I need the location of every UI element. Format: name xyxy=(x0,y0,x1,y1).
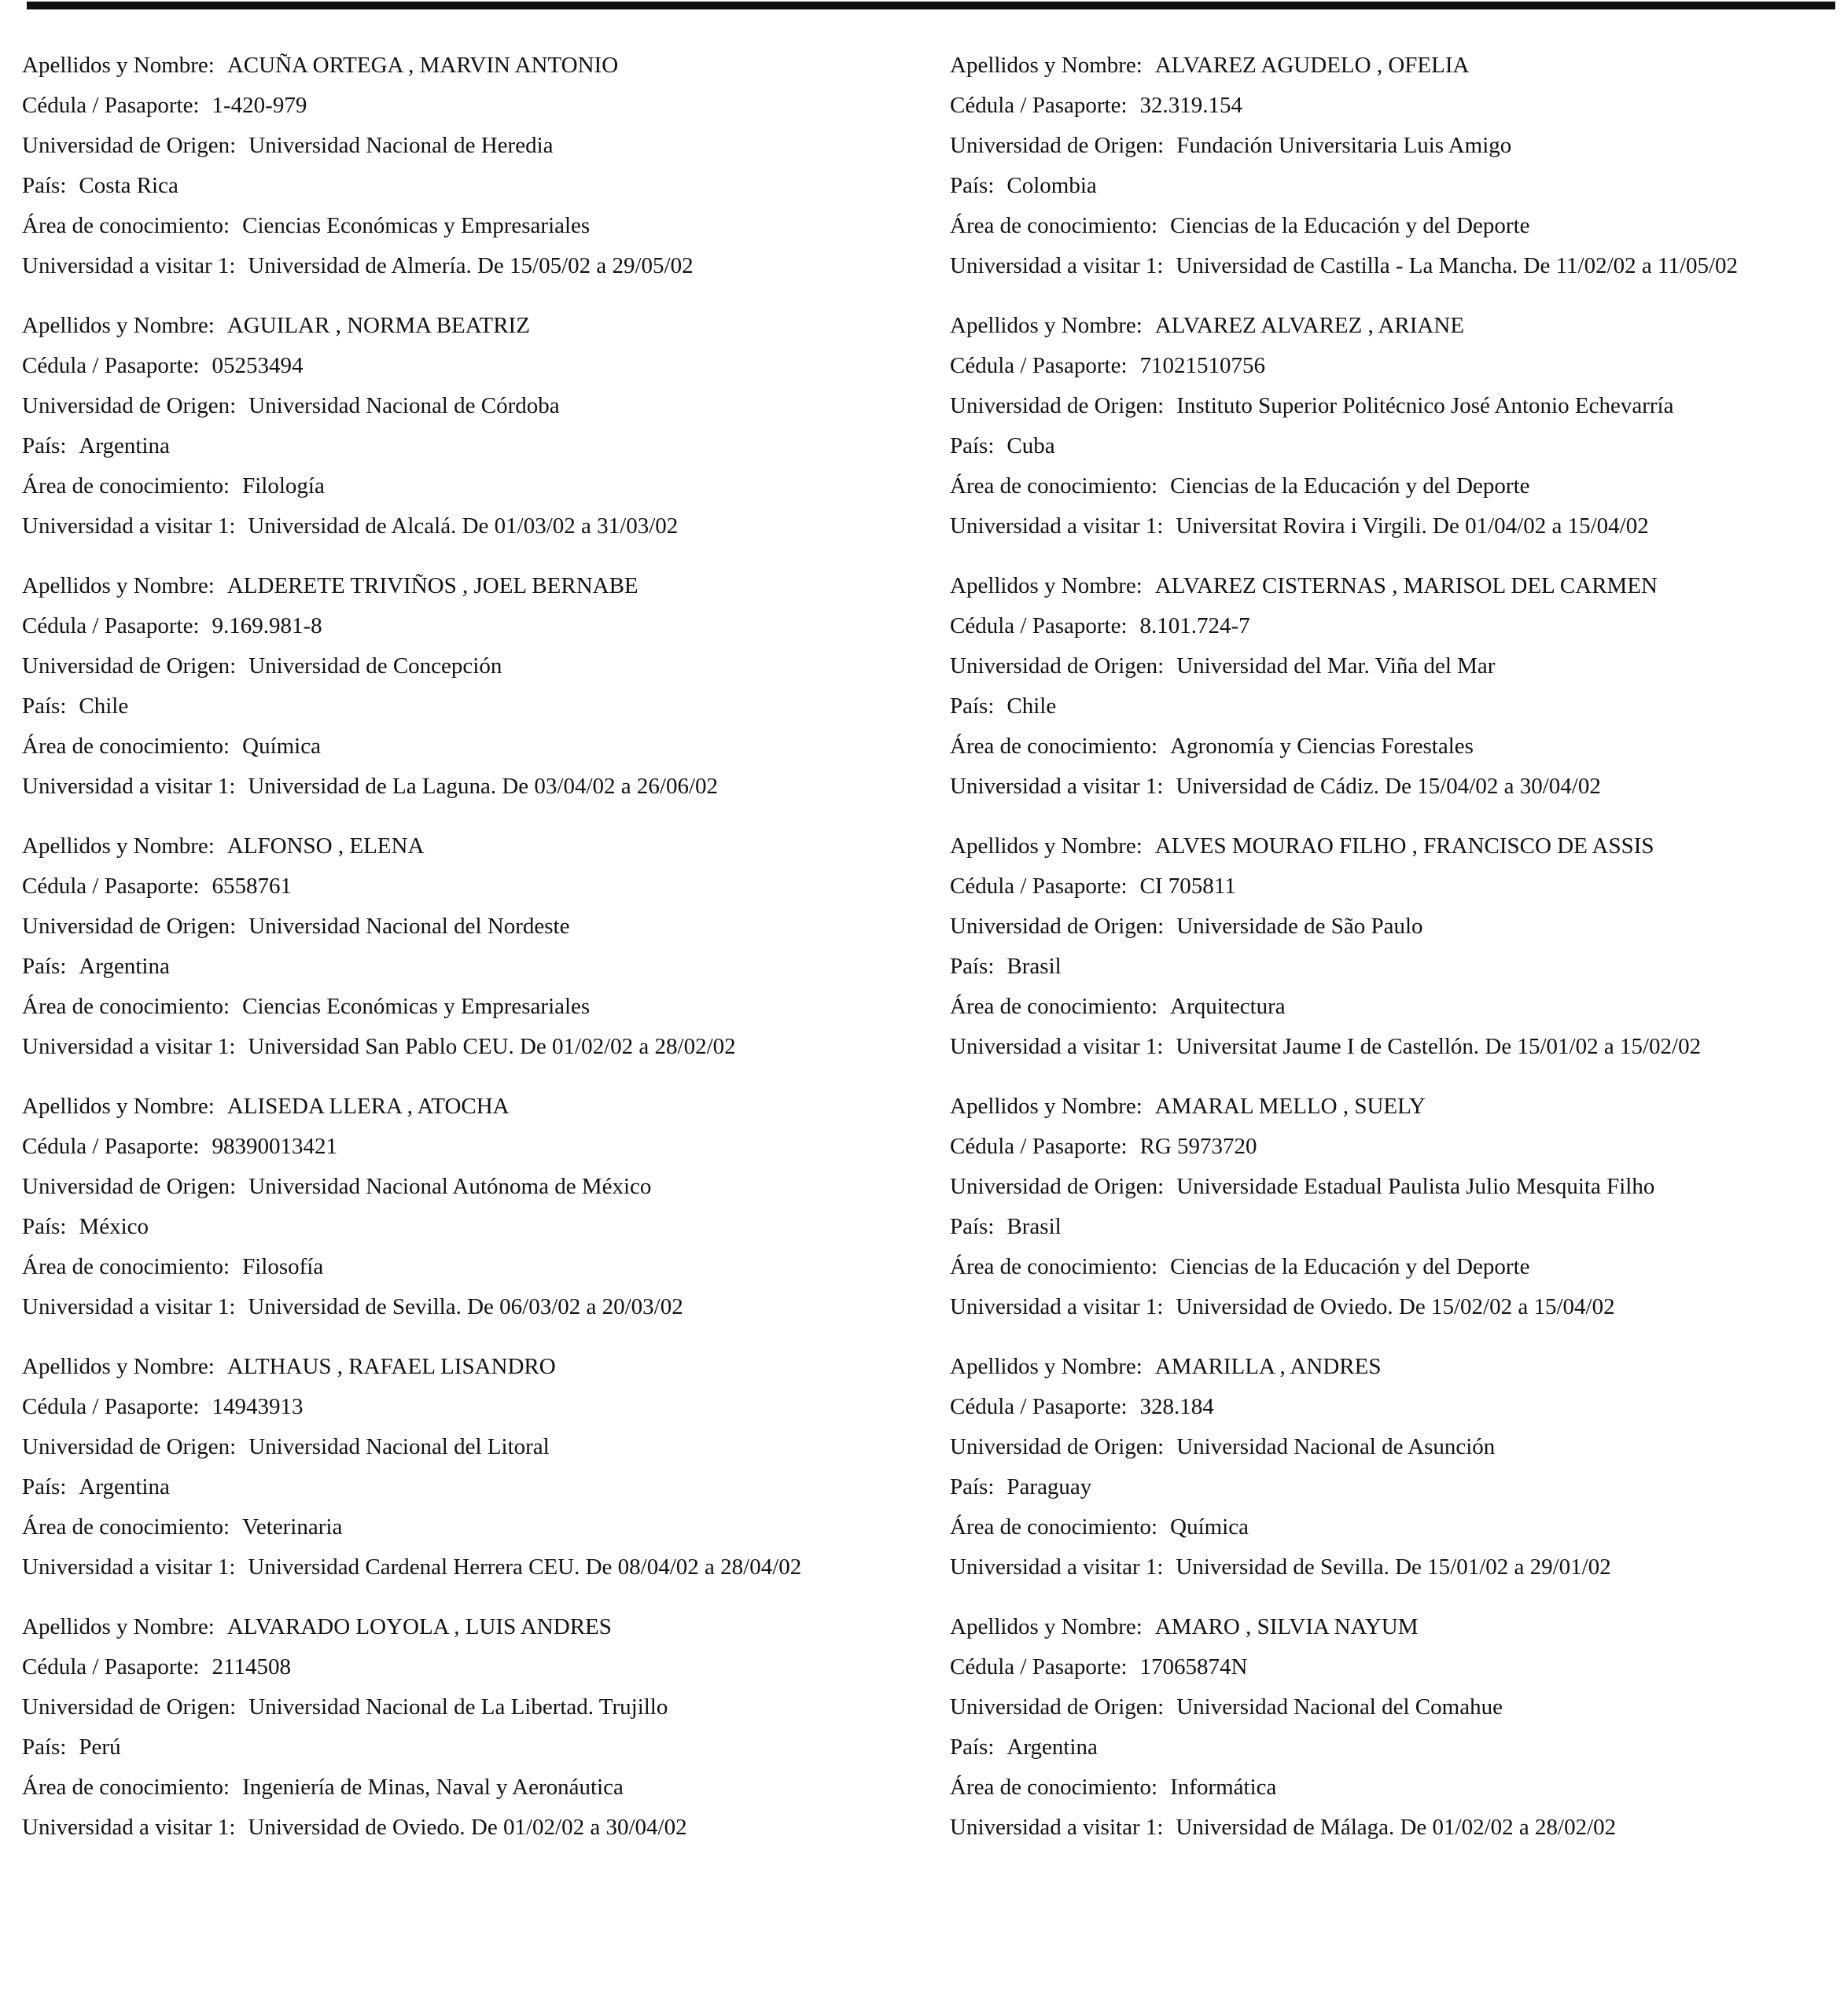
country-value: Perú xyxy=(79,1735,121,1760)
record-entry xyxy=(22,1093,926,1320)
record-entry xyxy=(950,572,1823,800)
origin-line xyxy=(22,1694,926,1720)
country-label: País: xyxy=(22,1214,67,1239)
visit-value: Universidad de Almería. De 15/05/02 a 29/05/02 xyxy=(248,253,694,278)
origin-label: Universidad de Origen: xyxy=(22,133,237,158)
country-line xyxy=(950,1473,1823,1500)
entry-gap xyxy=(22,539,926,572)
id-line xyxy=(950,1654,1823,1680)
visit-value: Universidad de Málaga. De 01/02/02 a 28/02/02 xyxy=(1176,1815,1617,1840)
origin-line xyxy=(22,392,926,419)
area-value: Veterinaria xyxy=(242,1514,343,1540)
visit-value: Universitat Jaume I de Castellón. De 15/01/02 a 15/02/02 xyxy=(1176,1034,1702,1059)
origin-line xyxy=(950,1173,1823,1200)
area-label: Área de conocimiento: xyxy=(950,734,1158,759)
visit-value: Universidad de Alcalá. De 01/03/02 a 31/03/02 xyxy=(248,513,679,539)
id-value: 1-420-979 xyxy=(212,93,307,118)
id-value: CI 705811 xyxy=(1139,874,1236,899)
area-label: Área de conocimiento: xyxy=(950,473,1158,498)
area-value: Química xyxy=(1170,1514,1249,1540)
visit-line xyxy=(950,1293,1823,1320)
record-entry xyxy=(22,1353,926,1580)
origin-line xyxy=(22,653,926,679)
country-line xyxy=(22,1734,926,1760)
visit-value: Universitat Rovira i Virgili. De 01/04/02 a 15/04/02 xyxy=(1176,513,1649,539)
visit-label: Universidad a visitar 1: xyxy=(22,1815,236,1840)
entry-gap xyxy=(950,1060,1823,1093)
origin-label: Universidad de Origen: xyxy=(22,1434,237,1459)
area-label: Área de conocimiento: xyxy=(950,1254,1158,1279)
origin-label: Universidad de Origen: xyxy=(950,1434,1165,1459)
record-entry xyxy=(950,312,1823,539)
name-value: ALVAREZ ALVAREZ , ARIANE xyxy=(1154,313,1465,338)
entry-gap xyxy=(950,539,1823,572)
name-value: ALVAREZ CISTERNAS , MARISOL DEL CARMEN xyxy=(1154,573,1658,598)
origin-line xyxy=(950,653,1823,679)
visit-value: Universidad de Sevilla. De 06/03/02 a 20/03/02 xyxy=(248,1294,683,1319)
visit-value: Universidad de Oviedo. De 01/02/02 a 30/04/02 xyxy=(248,1815,687,1840)
country-line xyxy=(22,1473,926,1500)
record-entry xyxy=(22,312,926,539)
origin-label: Universidad de Origen: xyxy=(22,914,237,939)
country-label: País: xyxy=(950,173,995,198)
visit-value: Universidad de Oviedo. De 15/02/02 a 15/04/02 xyxy=(1176,1294,1615,1319)
area-line xyxy=(950,1774,1823,1801)
origin-value: Universidad del Mar. Viña del Mar xyxy=(1176,653,1496,679)
country-label: País: xyxy=(22,433,67,458)
id-line xyxy=(22,873,926,899)
visit-label: Universidad a visitar 1: xyxy=(950,513,1164,539)
origin-label: Universidad de Origen: xyxy=(950,133,1165,158)
name-label: Apellidos y Nombre: xyxy=(950,313,1143,338)
visit-line xyxy=(22,1033,926,1060)
visit-value: Universidad Cardenal Herrera CEU. De 08/04/02 a 28/04/02 xyxy=(248,1554,802,1580)
origin-line xyxy=(950,1694,1823,1720)
area-value: Informática xyxy=(1170,1775,1277,1800)
country-value: Argentina xyxy=(1006,1735,1098,1760)
id-label: Cédula / Pasaporte: xyxy=(950,93,1128,118)
visit-line xyxy=(22,773,926,800)
origin-label: Universidad de Origen: xyxy=(22,653,237,679)
visit-line xyxy=(22,513,926,539)
area-line xyxy=(950,1253,1823,1280)
entry-gap xyxy=(22,1320,926,1353)
name-line xyxy=(22,833,926,859)
area-label: Área de conocimiento: xyxy=(22,1254,230,1279)
origin-value: Universidad de Concepción xyxy=(248,653,502,679)
name-value: ALFONSO , ELENA xyxy=(226,833,425,859)
area-line xyxy=(950,1514,1823,1540)
name-line xyxy=(950,1093,1823,1120)
record-entry xyxy=(22,52,926,279)
visit-label: Universidad a visitar 1: xyxy=(22,1554,236,1580)
origin-value: Universidade de São Paulo xyxy=(1176,914,1423,939)
origin-value: Universidade Estadual Paulista Julio Mesquita Filho xyxy=(1176,1174,1655,1199)
id-value: 32.319.154 xyxy=(1139,93,1243,118)
country-line xyxy=(22,172,926,199)
id-label: Cédula / Pasaporte: xyxy=(22,353,200,378)
id-value: 6558761 xyxy=(212,874,293,899)
name-label: Apellidos y Nombre: xyxy=(950,1354,1143,1379)
origin-line xyxy=(950,392,1823,419)
name-line xyxy=(950,1353,1823,1380)
name-label: Apellidos y Nombre: xyxy=(22,1614,215,1639)
area-line xyxy=(950,212,1823,239)
origin-label: Universidad de Origen: xyxy=(22,393,237,418)
origin-line xyxy=(22,132,926,159)
area-label: Área de conocimiento: xyxy=(950,1514,1158,1540)
country-value: Colombia xyxy=(1006,173,1097,198)
id-line xyxy=(22,1133,926,1160)
country-label: País: xyxy=(22,954,67,979)
entry-gap xyxy=(950,1580,1823,1613)
country-value: Argentina xyxy=(79,954,170,979)
id-line xyxy=(950,352,1823,379)
name-label: Apellidos y Nombre: xyxy=(950,833,1143,859)
visit-label: Universidad a visitar 1: xyxy=(22,1034,236,1059)
name-label: Apellidos y Nombre: xyxy=(950,1614,1143,1639)
id-label: Cédula / Pasaporte: xyxy=(22,613,200,638)
id-value: 71021510756 xyxy=(1139,353,1266,378)
visit-line xyxy=(950,252,1823,279)
area-label: Área de conocimiento: xyxy=(950,994,1158,1019)
visit-line xyxy=(22,1554,926,1580)
record-entry xyxy=(950,1093,1823,1320)
id-label: Cédula / Pasaporte: xyxy=(950,1654,1128,1679)
entry-gap xyxy=(22,800,926,833)
visit-line xyxy=(950,513,1823,539)
area-value: Ciencias de la Educación y del Deporte xyxy=(1170,473,1530,498)
name-line xyxy=(950,312,1823,339)
country-line xyxy=(950,432,1823,459)
record-entry xyxy=(22,572,926,800)
visit-line xyxy=(22,252,926,279)
origin-label: Universidad de Origen: xyxy=(950,914,1165,939)
id-value: 98390013421 xyxy=(212,1134,338,1159)
visit-label: Universidad a visitar 1: xyxy=(22,1294,236,1319)
id-line xyxy=(950,613,1823,639)
visit-value: Universidad San Pablo CEU. De 01/02/02 a 28/02/02 xyxy=(248,1034,736,1059)
entry-gap xyxy=(950,800,1823,833)
origin-value: Universidad Nacional del Nordeste xyxy=(248,914,570,939)
right-column xyxy=(950,52,1823,1841)
area-line xyxy=(950,473,1823,499)
origin-value: Universidad Nacional Autónoma de México xyxy=(248,1174,652,1199)
origin-value: Fundación Universitaria Luis Amigo xyxy=(1176,133,1512,158)
area-value: Agronomía y Ciencias Forestales xyxy=(1170,734,1474,759)
entry-gap xyxy=(22,1580,926,1613)
area-label: Área de conocimiento: xyxy=(22,213,230,238)
country-value: Paraguay xyxy=(1006,1474,1092,1499)
area-value: Ciencias de la Educación y del Deporte xyxy=(1170,213,1530,238)
area-line xyxy=(22,1774,926,1801)
country-label: País: xyxy=(950,1214,995,1239)
name-line xyxy=(950,833,1823,859)
origin-value: Universidad Nacional de La Libertad. Trujillo xyxy=(248,1694,668,1720)
area-value: Ingeniería de Minas, Naval y Aeronáutica xyxy=(242,1775,624,1800)
entry-gap xyxy=(22,279,926,312)
area-value: Filosofía xyxy=(242,1254,324,1279)
area-value: Filología xyxy=(242,473,325,498)
visit-label: Universidad a visitar 1: xyxy=(950,774,1164,799)
name-value: ALDERETE TRIVIÑOS , JOEL BERNABE xyxy=(226,573,638,598)
country-value: Brasil xyxy=(1006,954,1062,979)
country-label: País: xyxy=(950,693,995,719)
visit-value: Universidad de Sevilla. De 15/01/02 a 29/01/02 xyxy=(1176,1554,1611,1580)
record-entry xyxy=(950,52,1823,279)
country-label: País: xyxy=(22,1735,67,1760)
country-label: País: xyxy=(22,1474,67,1499)
origin-value: Universidad Nacional de Asunción xyxy=(1176,1434,1496,1459)
area-line xyxy=(22,473,926,499)
id-value: 14943913 xyxy=(212,1394,304,1419)
origin-value: Universidad Nacional de Heredia xyxy=(248,133,554,158)
id-label: Cédula / Pasaporte: xyxy=(950,1134,1128,1159)
id-label: Cédula / Pasaporte: xyxy=(950,613,1128,638)
visit-value: Universidad de La Laguna. De 03/04/02 a 26/06/02 xyxy=(248,774,718,799)
country-label: País: xyxy=(22,173,67,198)
area-label: Área de conocimiento: xyxy=(22,1514,230,1540)
id-line xyxy=(22,352,926,379)
name-label: Apellidos y Nombre: xyxy=(22,833,215,859)
id-line xyxy=(22,1393,926,1420)
id-value: 9.169.981-8 xyxy=(212,613,322,638)
area-label: Área de conocimiento: xyxy=(22,994,230,1019)
country-label: País: xyxy=(950,1474,995,1499)
origin-value: Universidad Nacional del Litoral xyxy=(248,1434,550,1459)
name-label: Apellidos y Nombre: xyxy=(950,573,1143,598)
id-label: Cédula / Pasaporte: xyxy=(22,1394,200,1419)
country-value: Brasil xyxy=(1006,1214,1062,1239)
country-line xyxy=(950,1213,1823,1240)
area-value: Ciencias Económicas y Empresariales xyxy=(242,213,591,238)
id-value: 05253494 xyxy=(212,353,304,378)
area-label: Área de conocimiento: xyxy=(22,1775,230,1800)
record-entry xyxy=(950,1353,1823,1580)
country-value: México xyxy=(79,1214,149,1239)
id-label: Cédula / Pasaporte: xyxy=(950,874,1128,899)
record-entry xyxy=(950,1613,1823,1841)
name-line xyxy=(22,572,926,599)
country-value: Chile xyxy=(1006,693,1057,719)
visit-line xyxy=(950,1033,1823,1060)
name-line xyxy=(22,312,926,339)
name-label: Apellidos y Nombre: xyxy=(950,53,1143,78)
name-value: ACUÑA ORTEGA , MARVIN ANTONIO xyxy=(226,53,619,78)
area-line xyxy=(22,993,926,1020)
name-value: AMARO , SILVIA NAYUM xyxy=(1154,1614,1419,1639)
country-value: Cuba xyxy=(1006,433,1055,458)
country-value: Costa Rica xyxy=(79,173,178,198)
country-label: País: xyxy=(950,433,995,458)
id-line xyxy=(950,873,1823,899)
visit-line xyxy=(22,1293,926,1320)
id-line xyxy=(950,1133,1823,1160)
area-line xyxy=(22,212,926,239)
area-line xyxy=(22,1253,926,1280)
area-line xyxy=(22,733,926,760)
name-label: Apellidos y Nombre: xyxy=(22,53,215,78)
name-value: ALTHAUS , RAFAEL LISANDRO xyxy=(226,1354,556,1379)
country-line xyxy=(950,693,1823,719)
name-value: AMARAL MELLO , SUELY xyxy=(1154,1094,1426,1119)
visit-line xyxy=(22,1814,926,1841)
id-value: 17065874N xyxy=(1139,1654,1248,1679)
country-value: Chile xyxy=(79,693,129,719)
area-label: Área de conocimiento: xyxy=(22,734,230,759)
name-line xyxy=(22,1353,926,1380)
country-line xyxy=(950,172,1823,199)
country-value: Argentina xyxy=(79,1474,170,1499)
origin-label: Universidad de Origen: xyxy=(950,1174,1165,1199)
name-value: ALVAREZ AGUDELO , OFELIA xyxy=(1154,53,1470,78)
area-value: Ciencias Económicas y Empresariales xyxy=(242,994,591,1019)
country-label: País: xyxy=(950,1735,995,1760)
id-label: Cédula / Pasaporte: xyxy=(22,93,200,118)
record-entry xyxy=(950,833,1823,1060)
country-line xyxy=(950,1734,1823,1760)
visit-label: Universidad a visitar 1: xyxy=(22,253,236,278)
visit-value: Universidad de Castilla - La Mancha. De 11/02/02 a 11/05/02 xyxy=(1176,253,1739,278)
entry-gap xyxy=(950,279,1823,312)
name-label: Apellidos y Nombre: xyxy=(22,1354,215,1379)
visit-line xyxy=(950,1814,1823,1841)
name-value: AMARILLA , ANDRES xyxy=(1154,1354,1382,1379)
origin-value: Universidad Nacional del Comahue xyxy=(1176,1694,1503,1720)
visit-label: Universidad a visitar 1: xyxy=(22,513,236,539)
country-label: País: xyxy=(950,954,995,979)
origin-value: Universidad Nacional de Córdoba xyxy=(248,393,560,418)
origin-value: Instituto Superior Politécnico José Antonio Echevarría xyxy=(1176,393,1674,418)
area-label: Área de conocimiento: xyxy=(950,213,1158,238)
visit-label: Universidad a visitar 1: xyxy=(950,1294,1164,1319)
id-line xyxy=(22,1654,926,1680)
origin-line xyxy=(22,913,926,940)
origin-label: Universidad de Origen: xyxy=(22,1174,237,1199)
visit-line xyxy=(950,773,1823,800)
id-label: Cédula / Pasaporte: xyxy=(22,1654,200,1679)
country-line xyxy=(22,693,926,719)
area-label: Área de conocimiento: xyxy=(950,1775,1158,1800)
id-value: 8.101.724-7 xyxy=(1139,613,1250,638)
origin-line xyxy=(950,1433,1823,1460)
name-line xyxy=(22,52,926,79)
country-line xyxy=(22,953,926,980)
name-value: AGUILAR , NORMA BEATRIZ xyxy=(226,313,530,338)
area-value: Ciencias de la Educación y del Deporte xyxy=(1170,1254,1530,1279)
origin-label: Universidad de Origen: xyxy=(22,1694,237,1720)
id-label: Cédula / Pasaporte: xyxy=(22,874,200,899)
name-value: ALISEDA LLERA , ATOCHA xyxy=(226,1094,510,1119)
entry-gap xyxy=(22,1060,926,1093)
name-line xyxy=(950,52,1823,79)
id-label: Cédula / Pasaporte: xyxy=(950,1394,1128,1419)
visit-value: Universidad de Cádiz. De 15/04/02 a 30/04/02 xyxy=(1176,774,1601,799)
country-line xyxy=(22,432,926,459)
name-label: Apellidos y Nombre: xyxy=(950,1094,1143,1119)
visit-line xyxy=(950,1554,1823,1580)
id-value: RG 5973720 xyxy=(1139,1134,1257,1159)
left-column xyxy=(22,52,926,1841)
area-value: Arquitectura xyxy=(1170,994,1286,1019)
id-line xyxy=(950,92,1823,119)
id-line xyxy=(22,613,926,639)
record-entry xyxy=(22,1613,926,1841)
visit-label: Universidad a visitar 1: xyxy=(950,1034,1164,1059)
area-line xyxy=(22,1514,926,1540)
name-label: Apellidos y Nombre: xyxy=(22,313,215,338)
visit-label: Universidad a visitar 1: xyxy=(22,774,236,799)
name-line xyxy=(22,1093,926,1120)
name-value: ALVARADO LOYOLA , LUIS ANDRES xyxy=(226,1614,612,1639)
visit-label: Universidad a visitar 1: xyxy=(950,253,1164,278)
name-label: Apellidos y Nombre: xyxy=(22,1094,215,1119)
entry-gap xyxy=(950,1320,1823,1353)
country-line xyxy=(950,953,1823,980)
country-label: País: xyxy=(22,693,67,719)
id-value: 328.184 xyxy=(1139,1394,1214,1419)
area-label: Área de conocimiento: xyxy=(22,473,230,498)
name-line xyxy=(950,1613,1823,1640)
origin-label: Universidad de Origen: xyxy=(950,393,1165,418)
visit-label: Universidad a visitar 1: xyxy=(950,1554,1164,1580)
id-line xyxy=(950,1393,1823,1420)
id-label: Cédula / Pasaporte: xyxy=(950,353,1128,378)
country-value: Argentina xyxy=(79,433,170,458)
area-line xyxy=(950,993,1823,1020)
origin-line xyxy=(950,132,1823,159)
area-line xyxy=(950,733,1823,760)
id-value: 2114508 xyxy=(212,1654,291,1679)
country-line xyxy=(22,1213,926,1240)
origin-line xyxy=(22,1173,926,1200)
id-label: Cédula / Pasaporte: xyxy=(22,1134,200,1159)
origin-label: Universidad de Origen: xyxy=(950,1694,1165,1720)
name-line xyxy=(950,572,1823,599)
top-rule xyxy=(27,2,1835,9)
id-line xyxy=(22,92,926,119)
name-value: ALVES MOURAO FILHO , FRANCISCO DE ASSIS xyxy=(1154,833,1654,859)
visit-label: Universidad a visitar 1: xyxy=(950,1815,1164,1840)
origin-line xyxy=(950,913,1823,940)
record-entry xyxy=(22,833,926,1060)
origin-line xyxy=(22,1433,926,1460)
origin-label: Universidad de Origen: xyxy=(950,653,1165,679)
area-value: Química xyxy=(242,734,321,759)
name-label: Apellidos y Nombre: xyxy=(22,573,215,598)
name-line xyxy=(22,1613,926,1640)
